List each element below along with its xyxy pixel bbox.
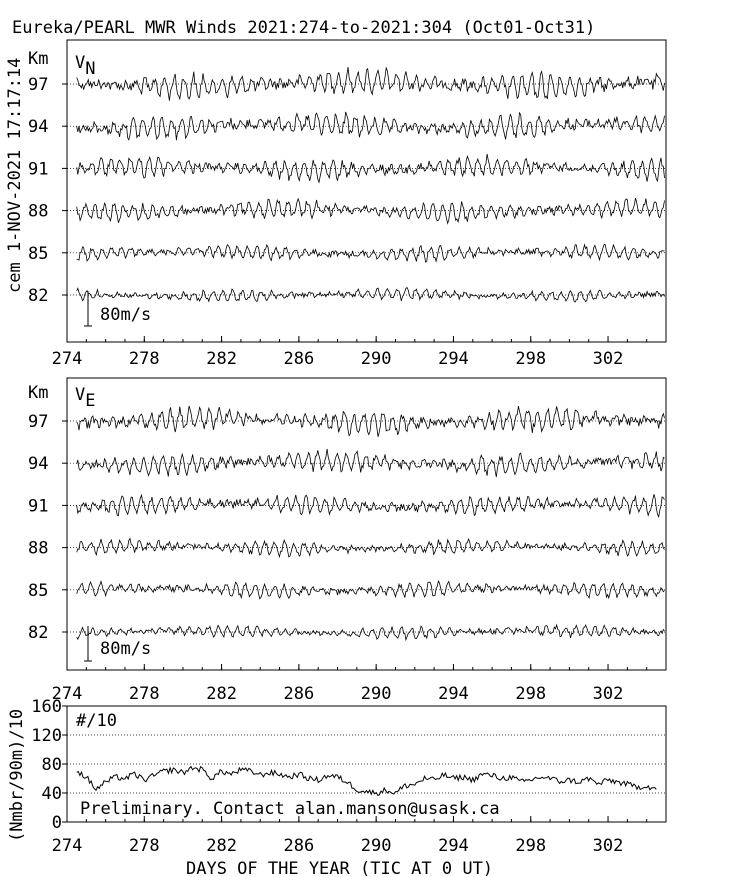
counts-x-tick-label-290: 290 [360,836,392,856]
ve-height-label-82: 82 [28,623,49,643]
vn-height-label-97: 97 [28,75,49,95]
vn-x-tick-label-294: 294 [438,349,469,369]
vn-trace-88 [77,198,665,223]
vn-x-tick-label-278: 278 [128,349,160,369]
vn-height-labels [28,75,67,306]
ve-unit-label: Km [28,383,49,403]
ve-panel-label-sub: E [85,391,96,411]
vn-x-tick-label-302: 302 [592,349,624,369]
ve-x-tick-label-278: 278 [128,684,160,704]
vn-height-label-88: 88 [28,201,49,222]
vn-panel-label-sub: N [85,59,96,79]
counts-x-tick-label-278: 278 [128,836,160,856]
ve-x-tick-label-282: 282 [206,684,237,704]
counts-annotation: #/10 [76,711,117,731]
ve-trace-85 [77,581,665,599]
counts-y-tick-label-40: 40 [41,784,62,804]
chart-title: Eureka/PEARL MWR Winds 2021:274-to-2021:304 (Oct01-Oct31) [12,18,596,38]
ve-panel-label-main: V [75,385,86,405]
counts-y-tick-label-80: 80 [41,755,62,775]
ve-height-label-91: 91 [28,496,49,517]
footer-note: Preliminary. Contact alan.manson@usask.ca [80,799,500,819]
ve-panel [28,378,666,704]
counts-panel [7,697,666,856]
counts-y-labels [31,697,67,833]
ve-height-label-88: 88 [28,538,49,559]
ve-x-tick-label-298: 298 [515,684,547,704]
ve-x-tick-label-302: 302 [592,684,624,704]
ve-height-label-94: 94 [28,454,49,475]
counts-y-tick-label-120: 120 [31,726,62,746]
ve-height-labels [28,412,67,643]
counts-x-tick-label-302: 302 [592,836,624,856]
vn-panel [28,40,666,369]
vn-x-tick-label-274: 274 [51,349,83,369]
vn-panel-label [75,53,96,79]
counts-series-line [77,767,657,796]
vn-x-tick-label-282: 282 [206,349,237,369]
vn-x-tick-label-286: 286 [283,349,315,369]
vn-traces [77,67,665,302]
side-label: cem 1-NOV-2021 17:17:14 [5,57,25,293]
ve-x-tick-label-290: 290 [360,684,392,704]
vn-height-label-82: 82 [28,286,49,306]
ve-scale-label: 80m/s [100,639,152,659]
vn-trace-85 [77,244,665,262]
counts-ylabel: (Nmbr/90m)/10 [7,708,27,842]
x-axis-label: DAYS OF THE YEAR (TIC AT 0 UT) [186,859,494,877]
vn-height-label-94: 94 [28,117,49,138]
vn-unit-label: Km [28,49,49,69]
ve-height-label-97: 97 [28,412,49,432]
vn-x-tick-label-298: 298 [515,349,547,369]
counts-x-tick-label-286: 286 [283,836,315,856]
counts-gridlines [67,735,666,793]
ve-x-tick-label-286: 286 [283,684,315,704]
vn-scale-label: 80m/s [100,305,152,325]
counts-x-tick-label-274: 274 [51,836,83,856]
ve-panel-label [75,385,96,411]
ve-height-label-85: 85 [28,580,49,601]
counts-x-tick-label-294: 294 [438,836,469,856]
counts-y-tick-label-160: 160 [31,697,62,717]
vn-height-label-91: 91 [28,159,49,180]
vn-height-label-85: 85 [28,243,49,264]
ve-x-tick-label-294: 294 [438,684,469,704]
ve-x-tick-label-274: 274 [51,684,83,704]
ve-traces [77,406,665,640]
vn-x-ticks [52,336,666,369]
ve-gridlines [67,421,666,632]
counts-y-tick-label-0: 0 [51,813,62,833]
counts-x-tick-label-282: 282 [206,836,237,856]
vn-x-tick-label-290: 290 [360,349,392,369]
counts-x-tick-label-298: 298 [515,836,547,856]
vn-panel-label-main: V [75,53,86,73]
vn-gridlines [67,84,666,295]
